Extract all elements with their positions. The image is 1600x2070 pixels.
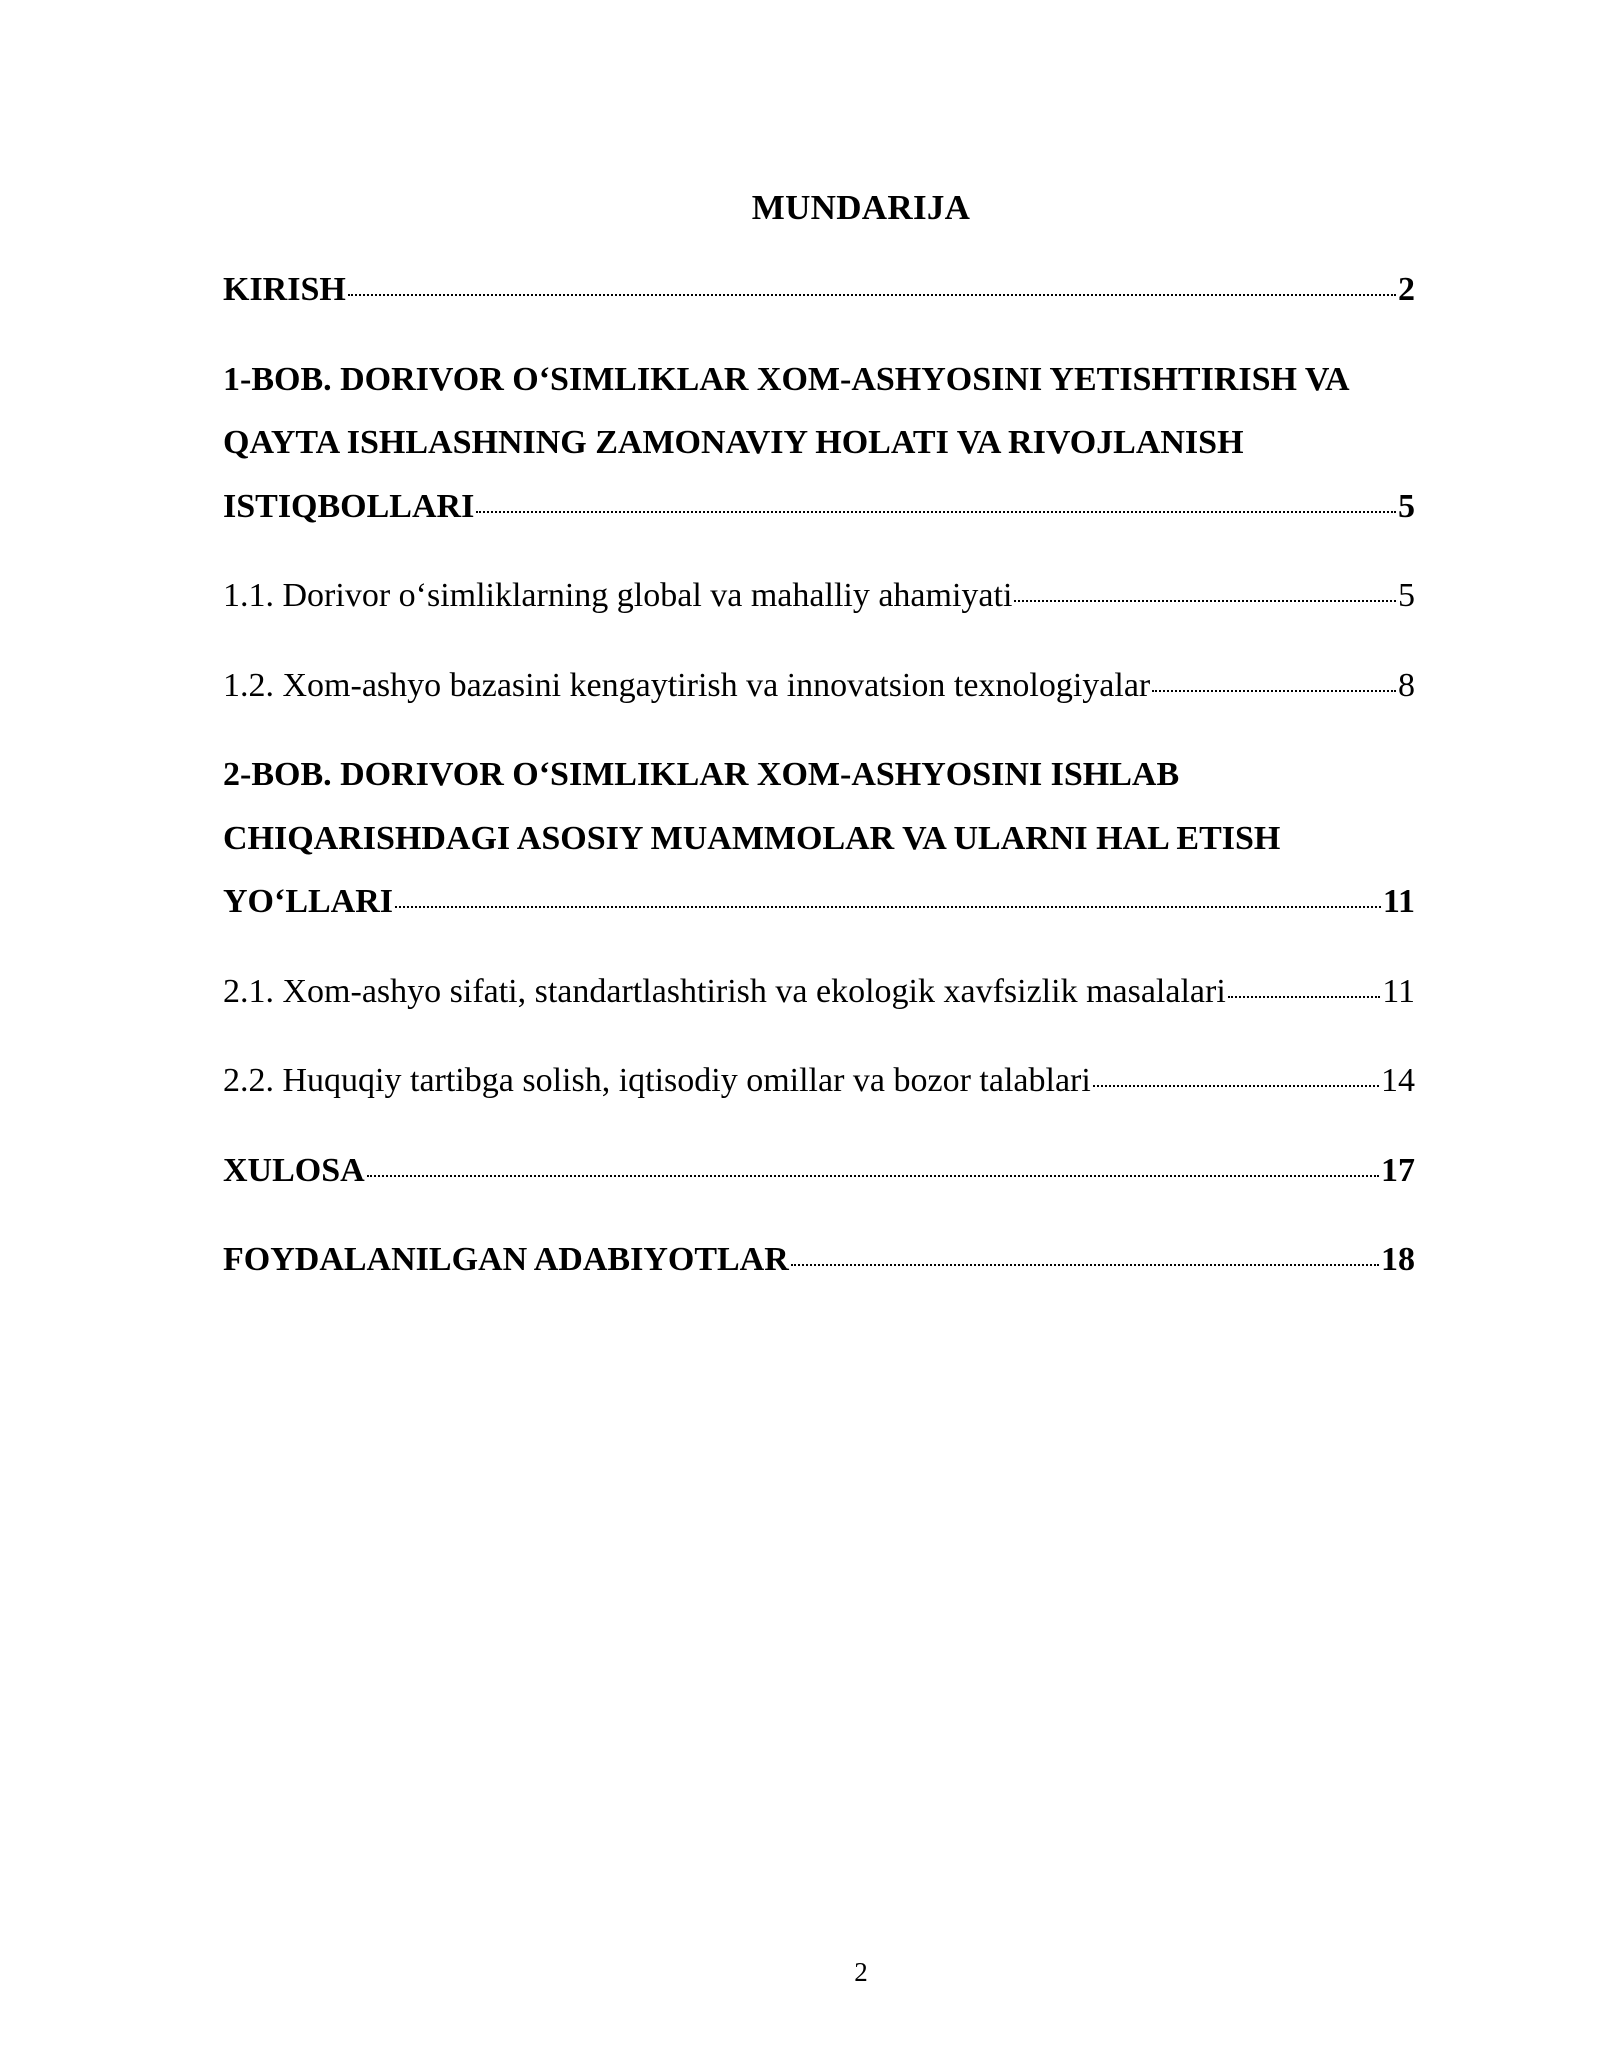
dot-leader (791, 1264, 1379, 1266)
toc-entry-section-1-1[interactable] (223, 564, 1415, 628)
dot-leader (476, 511, 1396, 513)
toc-entry-section-1-2[interactable] (223, 654, 1415, 718)
toc-entry-line (223, 870, 1415, 934)
toc-entry-chapter-1[interactable] (223, 348, 1415, 539)
page-title: MUNDARIJA (751, 188, 971, 227)
toc-entry-label: 1.1. Dorivor o‘simliklarning global va mahalliy ahamiyati (223, 577, 1013, 614)
toc-entry-section-2-1[interactable] (223, 960, 1415, 1024)
toc-entry-page: 11 (1382, 883, 1415, 920)
toc-entry-section-2-2[interactable] (223, 1049, 1415, 1113)
toc-entry-line (223, 475, 1415, 539)
toc-entry-page: 2 (1398, 271, 1415, 308)
toc-entry-label: FOYDALANILGAN ADABIYOTLAR (223, 1241, 789, 1278)
dot-leader (1093, 1085, 1379, 1087)
toc-entry-line (223, 1049, 1415, 1113)
toc-entry-line: 2-BOB. DORIVOR O‘SIMLIKLAR XOM-ASHYOSINI ISHLAB (223, 756, 1180, 793)
dot-leader (395, 906, 1381, 908)
toc-entry-line (223, 654, 1415, 718)
toc-entry-line: CHIQARISHDAGI ASOSIY MUAMMOLAR VA ULARNI HAL ETISH (223, 819, 1281, 857)
toc-entry-label: 1.2. Xom-ashyo bazasini kengaytirish va innovatsion texnologiyalar (223, 666, 1151, 704)
toc-entry-page: 5 (1398, 487, 1415, 525)
toc-entry-line (223, 960, 1415, 1024)
toc-entry-page: 18 (1381, 1241, 1415, 1278)
toc-entry-line (223, 1228, 1415, 1292)
toc-entry-page: 5 (1398, 577, 1415, 614)
toc-entry-page: 8 (1398, 666, 1415, 704)
toc-entry-label: XULOSA (223, 1151, 365, 1189)
table-of-contents (223, 258, 1415, 1292)
dot-leader (367, 1175, 1379, 1177)
toc-entry-label: 2.1. Xom-ashyo sifati, standartlashtirish va ekologik xavfsizlik masalalari (223, 972, 1226, 1010)
dot-leader (1014, 600, 1396, 602)
toc-entry-line: 1-BOB. DORIVOR O‘SIMLIKLAR XOM-ASHYOSINI YETISHTIRISH VA (223, 360, 1350, 398)
toc-entry-page: 11 (1382, 972, 1415, 1010)
toc-entry-kirish[interactable] (223, 258, 1415, 322)
toc-entry-label: ISTIQBOLLARI (223, 487, 475, 525)
toc-entry-page: 14 (1381, 1062, 1415, 1099)
toc-entry-line (223, 1139, 1415, 1203)
toc-entry-references[interactable] (223, 1228, 1415, 1292)
toc-entry-xulosa[interactable] (223, 1139, 1415, 1203)
toc-entry-label: YO‘LLARI (223, 883, 394, 920)
dot-leader (348, 294, 1396, 296)
toc-entry-label: 2.2. Huquqiy tartibga solish, iqtisodiy omillar va bozor talablari (223, 1062, 1091, 1099)
toc-entry-line (223, 258, 1415, 322)
dot-leader (1152, 690, 1396, 692)
toc-entry-chapter-2[interactable] (223, 743, 1415, 934)
toc-entry-label: KIRISH (223, 271, 346, 308)
toc-entry-line: QAYTA ISHLASHNING ZAMONAVIY HOLATI VA RIVOJLANISH (223, 424, 1244, 461)
toc-entry-line (223, 564, 1415, 628)
dot-leader (1228, 996, 1380, 998)
toc-entry-page: 17 (1381, 1151, 1415, 1189)
page-number-footer: 2 (854, 1957, 868, 1987)
